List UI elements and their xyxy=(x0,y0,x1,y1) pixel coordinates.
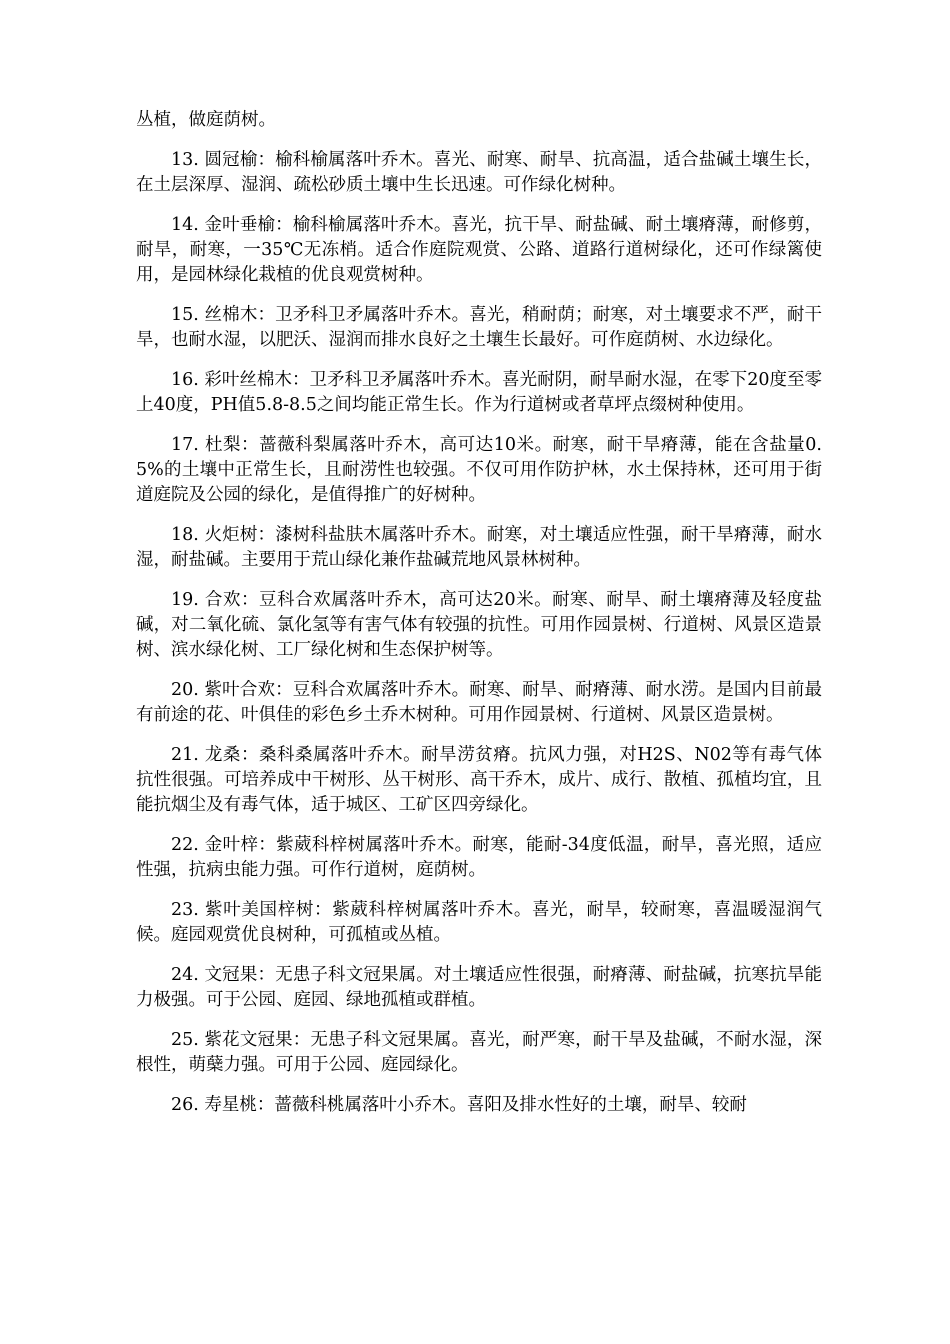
paragraph-item-15: 15. 丝棉木：卫矛科卫矛属落叶乔木。喜光，稍耐荫；耐寒，对土壤要求不严，耐干旱，也耐水湿，以肥沃、湿润而排水良好之土壤生长最好。可作庭荫树、水边绿化。 xyxy=(136,305,822,350)
paragraph-item-19: 19. 合欢：豆科合欢属落叶乔木，高可达20米。耐寒、耐旱、耐土壤瘠薄及轻度盐碱，对二氧化硫、氯化氢等有害气体有较强的抗性。可用作园景树、行道树、风景区造景树、滨水绿化树、工厂绿化树和生态保护树等。 xyxy=(136,590,822,660)
paragraph-item-25: 25. 紫花文冠果：无患子科文冠果属。喜光，耐严寒，耐干旱及盐碱，不耐水湿，深根性，萌蘖力强。可用于公园、庭园绿化。 xyxy=(136,1030,822,1075)
paragraph-item-24: 24. 文冠果：无患子科文冠果属。对土壤适应性很强，耐瘠薄、耐盐碱，抗寒抗旱能力极强。可于公园、庭园、绿地孤植或群植。 xyxy=(136,965,822,1010)
paragraph-item-13: 13. 圆冠榆：榆科榆属落叶乔木。喜光、耐寒、耐旱、抗高温，适合盐碱土壤生长，在土层深厚、湿润、疏松砂质土壤中生长迅速。可作绿化树种。 xyxy=(136,150,822,195)
paragraph-item-16: 16. 彩叶丝棉木：卫矛科卫矛属落叶乔木。喜光耐阴，耐旱耐水湿，在零下20度至零上40度，PH值5.8-8.5之间均能正常生长。作为行道树或者草坪点缀树种使用。 xyxy=(136,370,822,415)
paragraph-item-21: 21. 龙桑：桑科桑属落叶乔木。耐旱涝贫瘠。抗风力强，对H2S、N02等有毒气体抗性很强。可培养成中干树形、丛干树形、高干乔木，成片、成行、散植、孤植均宜，且能抗烟尘及有毒气体，适于城区、工矿区四旁绿化。 xyxy=(136,745,822,815)
paragraph-item-26: 26. 寿星桃：蔷薇科桃属落叶小乔木。喜阳及排水性好的土壤，耐旱、较耐 xyxy=(171,1095,747,1115)
paragraph-item-18: 18. 火炬树：漆树科盐肤木属落叶乔木。耐寒，对土壤适应性强，耐干旱瘠薄，耐水湿，耐盐碱。主要用于荒山绿化兼作盐碱荒地风景林树种。 xyxy=(136,525,822,570)
paragraph-item-22: 22. 金叶梓：紫葳科梓树属落叶乔木。耐寒，能耐-34度低温，耐旱，喜光照，适应性强，抗病虫能力强。可作行道树，庭荫树。 xyxy=(136,835,822,880)
document-page xyxy=(136,108,822,1133)
paragraph-item-17: 17. 杜梨：蔷薇科梨属落叶乔木，高可达10米。耐寒，耐干旱瘠薄，能在含盐量0.5%的土壤中正常生长，且耐涝性也较强。不仅可用作防护林，水土保持林，还可用于街道庭院及公园的绿化，是值得推广的好树种。 xyxy=(136,435,822,505)
paragraph-continued: 丛植，做庭荫树。 xyxy=(136,110,276,130)
paragraph-item-20: 20. 紫叶合欢：豆科合欢属落叶乔木。耐寒、耐旱、耐瘠薄、耐水涝。是国内目前最有前途的花、叶俱佳的彩色乡土乔木树种。可用作园景树、行道树、风景区造景树。 xyxy=(136,680,822,725)
paragraph-item-14: 14. 金叶垂榆：榆科榆属落叶乔木。喜光，抗干旱、耐盐碱、耐土壤瘠薄，耐修剪，耐旱，耐寒，一35℃无冻梢。适合作庭院观赏、公路、道路行道树绿化，还可作绿篱使用，是园林绿化栽植的优良观赏树种。 xyxy=(136,215,822,285)
paragraph-item-23: 23. 紫叶美国梓树：紫葳科梓树属落叶乔木。喜光，耐旱，较耐寒，喜温暖湿润气候。庭园观赏优良树种，可孤植或丛植。 xyxy=(136,900,822,945)
